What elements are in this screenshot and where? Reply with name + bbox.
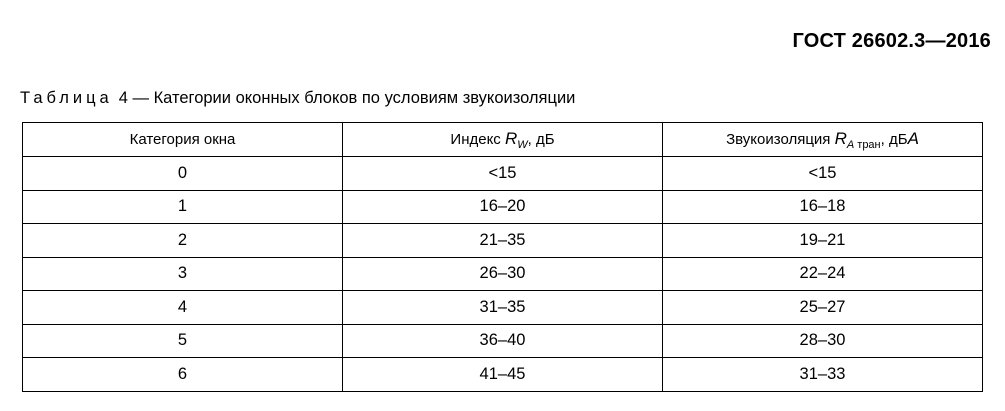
header-ra-symbol: R <box>834 128 847 148</box>
table-row <box>23 190 983 224</box>
table-row <box>23 224 983 258</box>
table-row <box>23 358 983 392</box>
cell-category: 1 <box>23 190 343 224</box>
table-caption-word: Таблица <box>20 89 113 107</box>
table-row <box>23 291 983 325</box>
cell-rw: 41–45 <box>343 358 663 392</box>
cell-ra: 28–30 <box>663 324 983 358</box>
cell-category: 5 <box>23 324 343 358</box>
header-rw-subscript: W <box>517 138 528 151</box>
header-window-category: Категория окна <box>23 123 343 157</box>
table-row <box>23 324 983 358</box>
cell-ra: 22–24 <box>663 257 983 291</box>
cell-category: 6 <box>23 358 343 392</box>
header-ra-prefix: Звукоизоляция <box>726 130 835 148</box>
document-standard-number: ГОСТ 26602.3—2016 <box>792 30 991 52</box>
header-rw-symbol: R <box>504 128 518 148</box>
table-caption-text: — Категории оконных блоков по условиям звукоизоляции <box>132 89 576 107</box>
cell-ra: 19–21 <box>663 224 983 258</box>
header-ra-suffix: , дБ <box>880 130 908 148</box>
cell-rw: 31–35 <box>343 291 663 325</box>
window-category-table <box>22 122 983 392</box>
header-ra-subscript: тран <box>854 138 881 151</box>
table-caption-number: 4 <box>118 89 128 107</box>
header-ra-subscript-italic: A <box>846 138 855 151</box>
cell-rw: <15 <box>343 157 663 191</box>
cell-rw: 26–30 <box>343 257 663 291</box>
header-ra-insulation <box>663 123 983 157</box>
header-ra-suffix-italic: А <box>907 128 919 148</box>
cell-ra: 31–33 <box>663 358 983 392</box>
cell-rw: 16–20 <box>343 190 663 224</box>
cell-ra: <15 <box>663 157 983 191</box>
table-header-row <box>23 123 983 157</box>
cell-category: 0 <box>23 157 343 191</box>
cell-rw: 21–35 <box>343 224 663 258</box>
header-rw-suffix: , дБ <box>527 130 555 148</box>
table-row <box>23 257 983 291</box>
table-row <box>23 157 983 191</box>
header-rw-prefix: Индекс <box>450 130 505 148</box>
cell-category: 2 <box>23 224 343 258</box>
cell-ra: 25–27 <box>663 291 983 325</box>
cell-category: 4 <box>23 291 343 325</box>
header-rw-index <box>343 123 663 157</box>
cell-ra: 16–18 <box>663 190 983 224</box>
cell-rw: 36–40 <box>343 324 663 358</box>
table-caption <box>20 89 575 108</box>
cell-category: 3 <box>23 257 343 291</box>
